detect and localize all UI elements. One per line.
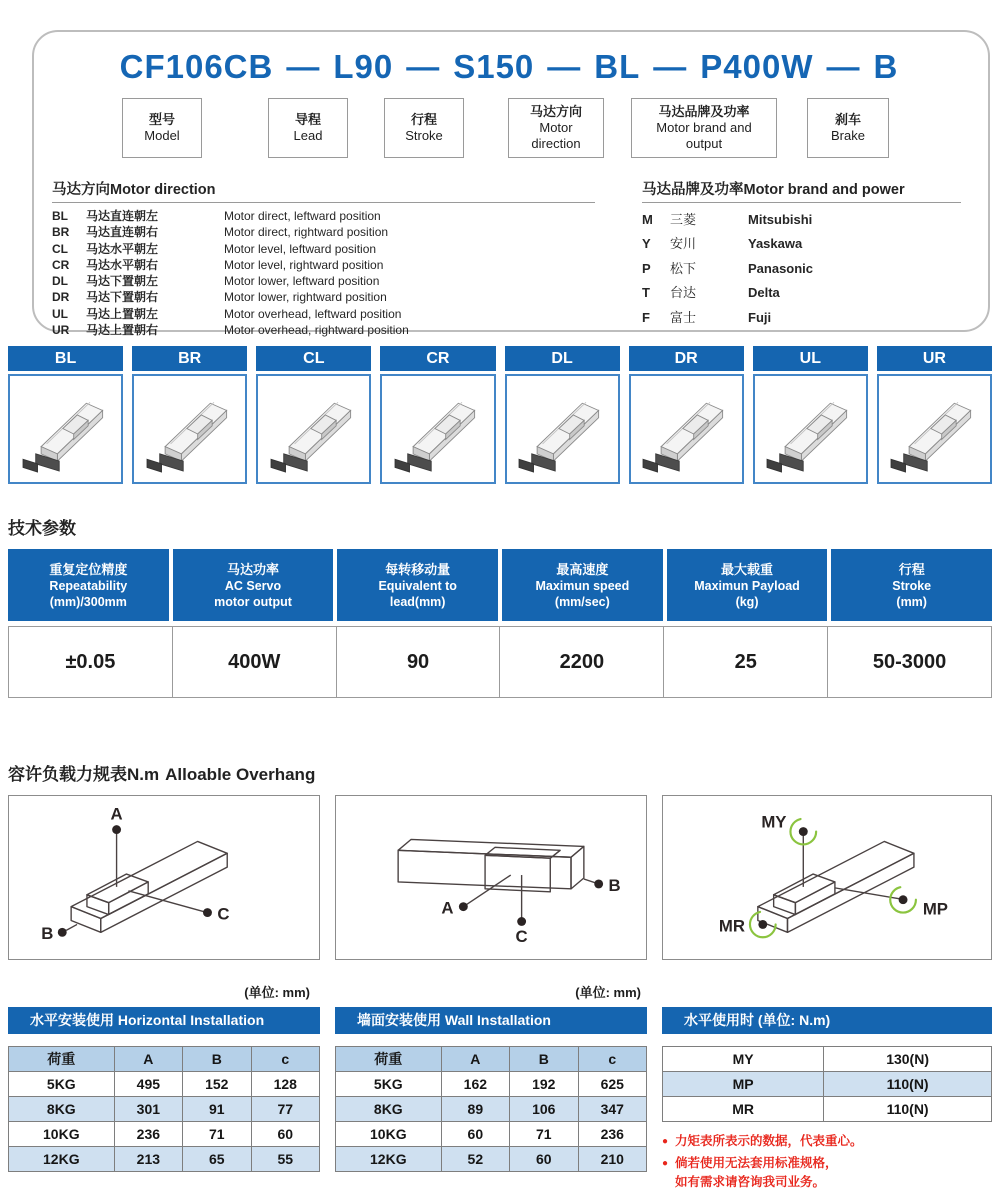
tile-label: UR [877,346,992,371]
table-row: 5KG 495 152 128 [9,1072,320,1097]
actuator-image [14,380,118,478]
actuator-photo [132,374,247,484]
tech-values-row [8,626,992,698]
direction-en: Motor level, leftward position [224,241,377,256]
direction-code: UL [52,306,68,321]
actuator-photo [877,374,992,484]
model-part: P400W [700,48,814,85]
direction-tile-dr [629,346,744,484]
diagram-label-b: B [608,875,621,895]
table-row: 5KG 162 192 625 [336,1072,647,1097]
tech-col-lead: 每转移动量 Equivalent to lead(mm) [337,549,498,621]
motor-brand-item [642,281,974,305]
overhang-diagram-moments [662,795,992,960]
bullet-icon: ● [662,1157,669,1169]
tech-value-max-speed: 2200 [500,627,664,697]
tech-value-lead: 90 [337,627,501,697]
model-separator: — [547,48,582,85]
table-row: 10KG 60 71 236 [336,1122,647,1147]
brand-en: Fuji [748,309,772,325]
actuator-image [510,380,614,478]
direction-tile-dl [505,346,620,484]
tech-col-stroke: 行程 Stroke (mm) [831,549,992,621]
model-separator: — [406,48,441,85]
motor-direction-item [52,208,618,224]
brand-zh: 安川 [670,236,697,252]
tile-label: BR [132,346,247,371]
actuator-image [386,380,490,478]
direction-zh: 马达直连朝左 [86,209,159,223]
brand-zh: 富士 [670,309,697,325]
motor-direction-item [52,241,618,257]
actuator-photo [8,374,123,484]
tech-parameters-table [8,549,992,698]
motor-brand-item [642,208,974,232]
motor-direction-item [52,224,618,240]
table-row: 8KG 89 106 347 [336,1097,647,1122]
model-part: CF106CB [119,48,274,85]
model-separator: — [826,48,861,85]
table-row: 10KG 236 71 60 [9,1122,320,1147]
brand-code: Y [642,236,651,252]
wall-table-title: 墙面安装使用 Wall Installation [335,1007,647,1034]
motor-direction-item [52,257,618,273]
actuator-image [758,380,862,478]
tech-col-motor-output: 马达功率 AC Servo motor output [173,549,334,621]
direction-tile-br [132,346,247,484]
moment-table [662,1046,992,1122]
table-header-row: 荷重 A B c [9,1047,320,1072]
brand-code: P [642,260,651,276]
installation-tables [8,1007,992,1193]
direction-en: Motor overhead, rightward position [224,323,409,338]
motor-direction-item [52,306,618,322]
direction-tile-ur [877,346,992,484]
tech-section-title: 技术参数 [8,519,76,538]
direction-code: BR [52,225,70,240]
motor-direction-list [52,178,618,338]
actuator-image [138,380,242,478]
label-motor-brand: 马达品牌及功率 Motor brand and output [631,98,777,158]
table-row: MR 110(N) [663,1097,992,1122]
motor-brand-item [642,257,974,281]
actuator-photo [505,374,620,484]
diagram-abc-front [336,796,646,959]
table-row: MP 110(N) [663,1072,992,1097]
label-lead: 导程 Lead [268,98,348,158]
actuator-image [634,380,738,478]
tech-col-max-speed: 最高速度 Maximun speed (mm/sec) [502,549,663,621]
option-lists [44,178,974,338]
brand-zh: 松下 [670,260,697,276]
brand-en: Mitsubishi [748,212,813,227]
direction-code: DL [52,274,68,289]
table-row: 12KG 213 65 55 [9,1147,320,1172]
diagram-label-a: A [110,804,123,824]
direction-zh: 马达下置朝左 [86,274,159,289]
actuator-photo [629,374,744,484]
tech-value-repeatability: ±0.05 [9,627,173,697]
motor-brand-list [618,178,974,338]
table-row: 8KG 301 91 77 [9,1097,320,1122]
horizontal-table [8,1046,320,1172]
diagram-label-mp: MP [922,899,948,919]
actuator-image [262,380,366,478]
direction-en: Motor lower, leftward position [224,274,380,289]
diagram-label-c: C [217,904,230,924]
direction-tile-cl [256,346,371,484]
diagram-abc-iso [9,796,319,959]
diagram-label-mr: MR [718,916,746,936]
motor-brand-item [642,232,974,256]
direction-zh: 马达直连朝右 [86,225,159,240]
motor-brand-title: 马达品牌及功率Motor brand and power [642,178,961,203]
label-stroke: 行程 Stroke [384,98,464,158]
overhang-section-title: 容许负载力规表N.m Alloable Overhang [8,765,316,784]
direction-en: Motor overhead, leftward position [224,306,402,321]
brand-en: Delta [748,285,780,301]
overhang-diagram-abc-iso [8,795,320,960]
brand-code: F [642,309,650,325]
brand-code: M [642,212,653,227]
unit-labels [8,982,992,1001]
tile-label: UL [753,346,868,371]
actuator-image [882,380,986,478]
direction-tile-cr [380,346,495,484]
model-part-labels [44,98,974,158]
brand-zh: 三菱 [670,212,697,227]
actuator-photo [380,374,495,484]
moment-table-title: 水平使用时 (单位: N.m) [662,1007,992,1034]
overhang-diagram-abc-front [335,795,647,960]
unit-mm-label: (单位: mm) [575,985,641,1000]
tech-value-motor-output: 400W [173,627,337,697]
tile-label: CL [256,346,371,371]
motor-direction-item [52,322,618,338]
table-header-row: 荷重 A B c [336,1047,647,1072]
brand-code: T [642,285,650,301]
overhang-diagrams [8,795,992,960]
tech-value-stroke: 50-3000 [872,650,947,673]
footnotes [662,1132,992,1191]
table-row: 12KG 52 60 210 [336,1147,647,1172]
model-code-panel [32,30,990,338]
direction-zh: 马达水平朝右 [86,257,159,272]
model-separator: — [286,48,321,85]
tech-col-max-payload: 最大载重 Maximun Payload (kg) [667,549,828,621]
direction-code: BL [52,209,68,223]
motor-direction-item [52,273,618,289]
footnote: ● 倘若使用无法套用标准规格， 如有需求请咨询我司业务。 [662,1154,992,1192]
tech-col-repeatability: 重复定位精度 Repeatability (mm)/300mm [8,549,169,621]
model-part: B [873,48,899,85]
motor-brand-item [642,306,974,330]
horizontal-table-title: 水平安装使用 Horizontal Installation [8,1007,320,1034]
model-part: L90 [333,48,394,85]
direction-en: Motor level, rightward position [224,257,384,272]
direction-zh: 马达上置朝右 [86,323,159,338]
diagram-label-my: MY [761,812,787,832]
direction-zh: 马达上置朝左 [86,306,159,321]
tech-value-max-payload: 25 [664,627,828,697]
direction-tile-ul [753,346,868,484]
wall-table [335,1046,647,1172]
direction-code: CL [52,241,68,256]
diagram-label-b: B [41,924,54,944]
diagram-moments [663,796,991,959]
wall-installation-table [335,1007,647,1172]
brand-en: Yaskawa [748,236,803,252]
diagram-label-a: A [441,898,454,918]
actuator-photo [256,374,371,484]
tech-header-row [8,549,992,621]
direction-tile-bl [8,346,123,484]
direction-zh: 马达水平朝左 [86,241,159,256]
direction-en: Motor direct, rightward position [224,225,389,240]
bullet-icon: ● [662,1136,669,1147]
direction-zh: 马达下置朝右 [86,290,159,305]
table-row: MY 130(N) [663,1047,992,1072]
motor-direction-item [52,289,618,305]
direction-code: DR [52,290,70,305]
motor-direction-title: 马达方向Motor direction [52,178,595,203]
tile-label: CR [380,346,495,371]
direction-code: CR [52,257,70,272]
direction-en: Motor direct, leftward position [224,209,381,223]
diagram-label-c: C [515,927,528,947]
model-code [44,48,974,86]
footnote: ● 力矩表所表示的数据，代表重心。 [662,1132,992,1151]
horizontal-installation-table [8,1007,320,1172]
direction-gallery [8,346,992,484]
moment-table-panel [662,1007,992,1193]
label-brake: 刹车 Brake [807,98,889,158]
brand-en: Panasonic [748,260,814,276]
label-model: 型号 Model [122,98,202,158]
direction-en: Motor lower, rightward position [224,290,387,305]
model-part: BL [594,48,641,85]
tile-label: DL [505,346,620,371]
brand-zh: 台达 [670,285,697,301]
direction-code: UR [52,323,70,338]
tile-label: DR [629,346,744,371]
model-part: S150 [453,48,535,85]
tile-label: BL [8,346,123,371]
label-motor-direction: 马达方向 Motor direction [508,98,604,158]
unit-mm-label: (单位: mm) [244,985,310,1000]
actuator-photo [753,374,868,484]
model-separator: — [653,48,688,85]
